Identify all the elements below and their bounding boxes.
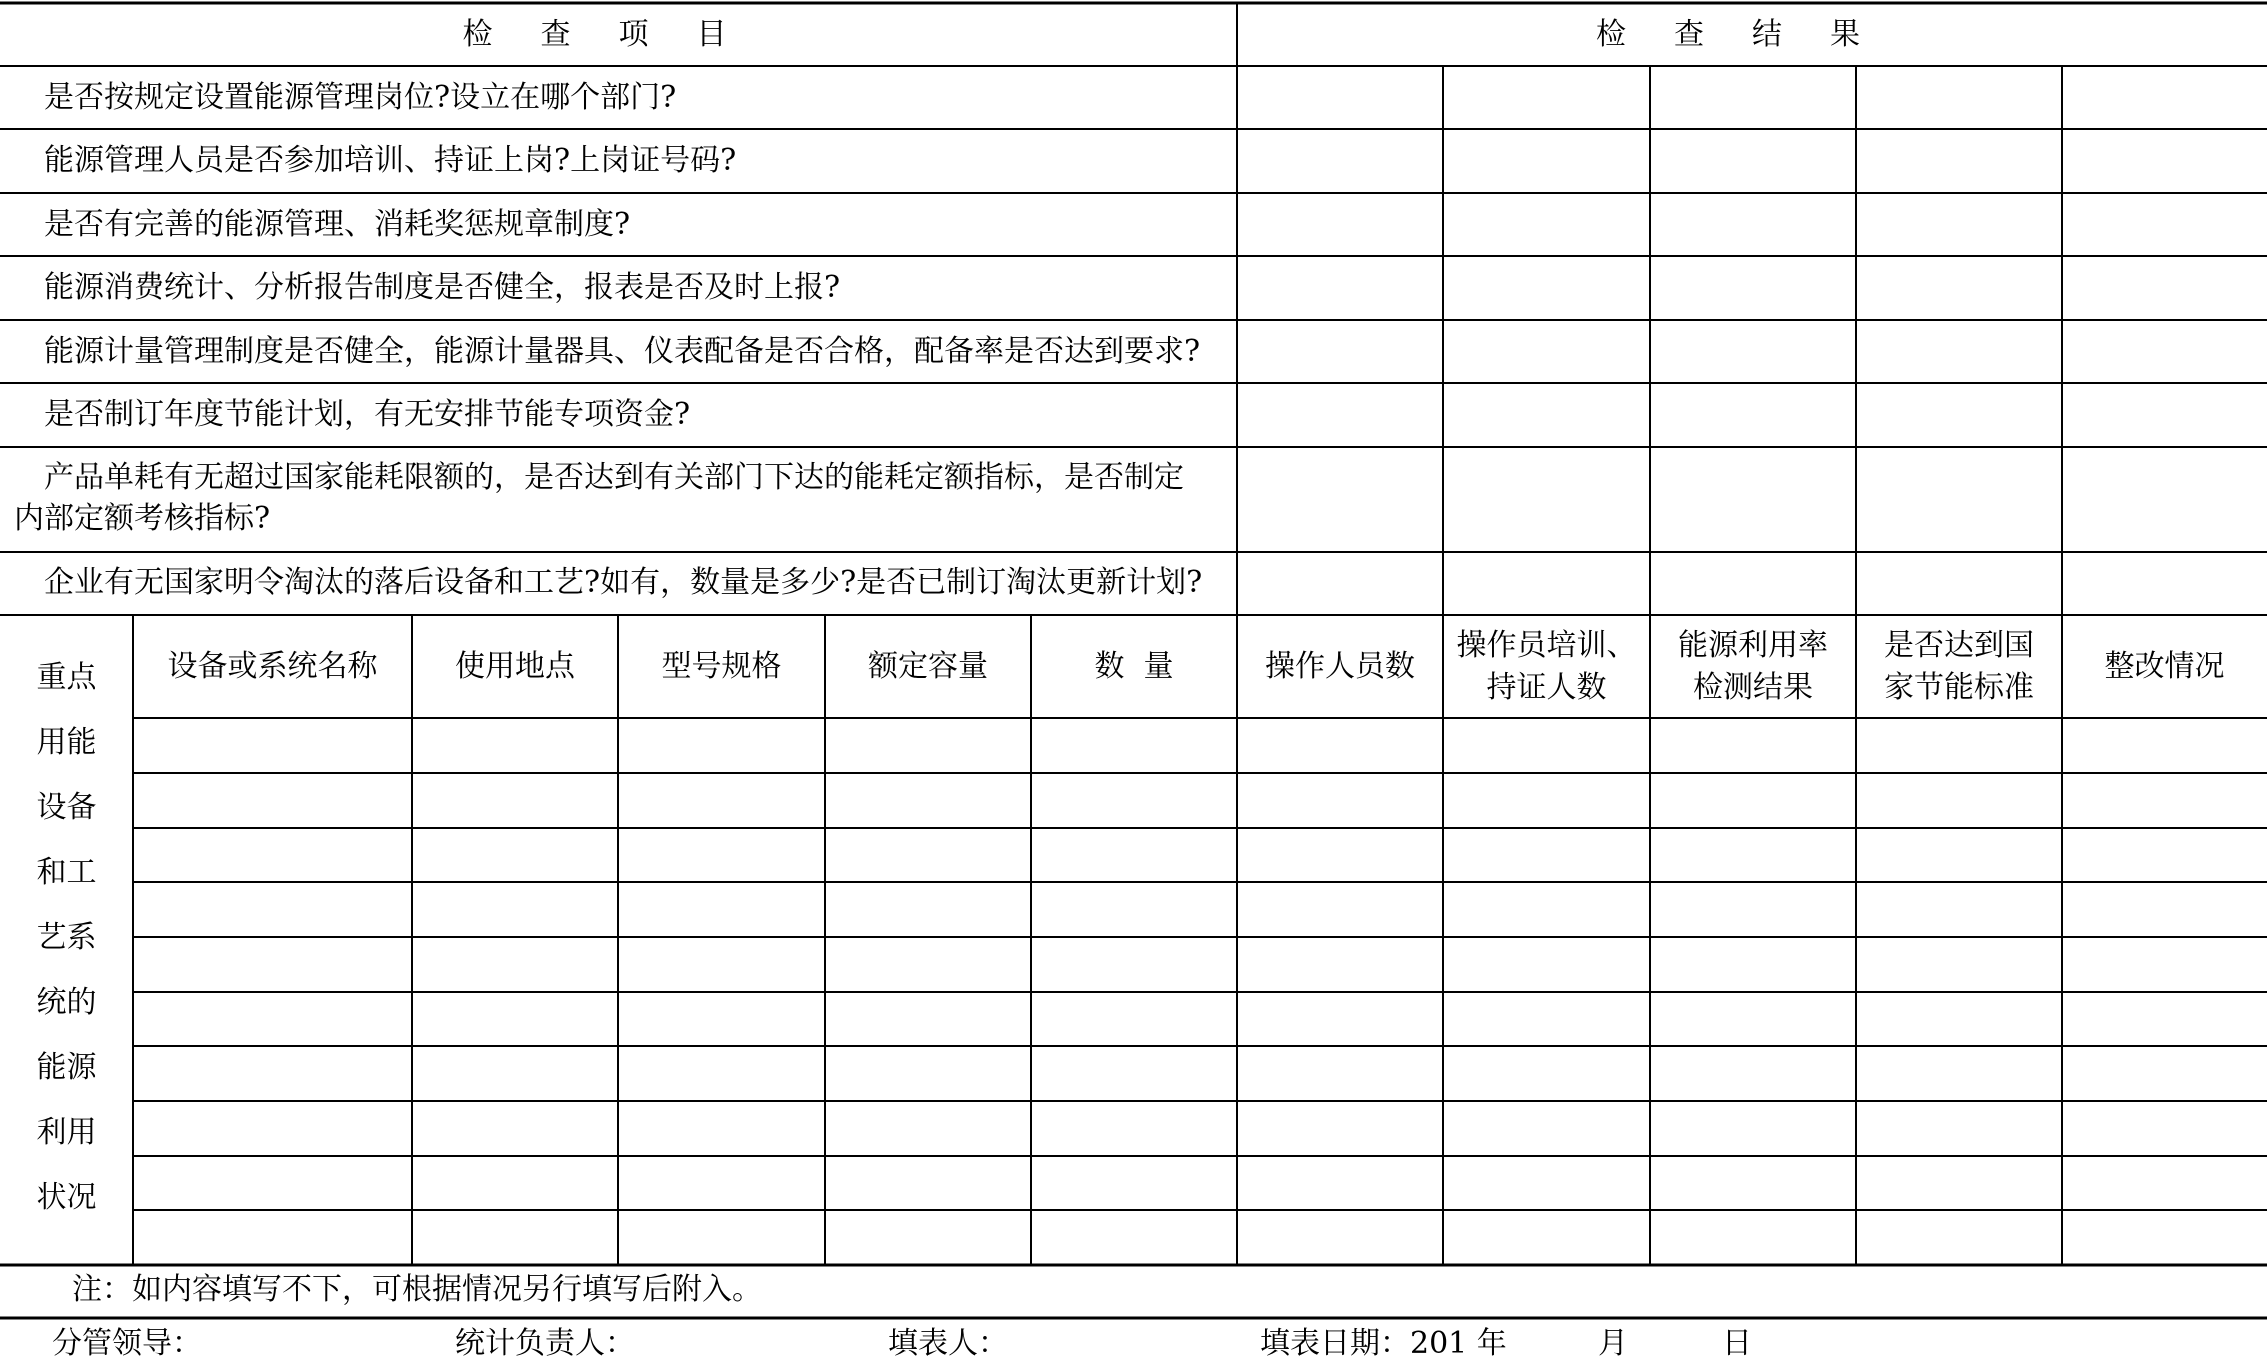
question-7-line-1: 产品单耗有无超过国家能耗限额的，是否达到有关部门下达的能耗定额指标，是否制定 [44, 460, 1184, 495]
equipment-side-label-5: 艺系 [36, 920, 97, 955]
footer-leader: 分管领导： [52, 1326, 202, 1361]
header-results-title: 检查结果 [1596, 16, 1908, 52]
equipment-side-label-4: 和工 [36, 855, 97, 890]
equipment-side-label-7: 能源 [36, 1050, 97, 1085]
form-note: 注：如内容填写不下，可根据情况另行填写后附入。 [72, 1272, 762, 1307]
header-items-title: 检查项目 [462, 16, 775, 52]
question-7-line-2: 内部定额考核指标? [14, 501, 271, 536]
question-8: 企业有无国家明令淘汰的落后设备和工艺?如有，数量是多少?是否已制订淘汰更新计划? [44, 565, 1203, 600]
equipment-side-label-6: 统的 [36, 985, 97, 1020]
question-6: 是否制订年度节能计划，有无安排节能专项资金? [44, 397, 691, 432]
col-header-location: 使用地点 [455, 648, 575, 684]
col-header-operators: 操作人员数 [1265, 648, 1415, 684]
equipment-side-label-1: 重点 [36, 660, 97, 695]
col-header-equipment-name: 设备或系统名称 [167, 648, 378, 684]
col-header-energy-efficiency: 能源利用率 检测结果 [1678, 627, 1828, 705]
question-2: 能源管理人员是否参加培训、持证上岗?上岗证号码? [44, 143, 737, 178]
col-header-rectification: 整改情况 [2104, 648, 2225, 684]
footer-stats-responsible: 统计负责人： [455, 1326, 635, 1361]
question-5: 能源计量管理制度是否健全，能源计量器具、仪表配备是否合格，配备率是否达到要求? [44, 334, 1201, 369]
footer-month: 月 [1598, 1326, 1628, 1361]
col-header-quantity: 数 量 [1094, 648, 1174, 684]
footer-filler: 填表人： [888, 1326, 1008, 1361]
col-header-trained-operators: 操作员培训、 持证人数 [1456, 627, 1637, 705]
col-header-national-standard: 是否达到国 家节能标准 [1884, 627, 2034, 705]
footer-date-label: 填表日期：201 年 [1260, 1326, 1507, 1361]
question-1: 是否按规定设置能源管理岗位?设立在哪个部门? [44, 80, 677, 115]
equipment-side-label-2: 用能 [36, 725, 97, 760]
equipment-side-label-9: 状况 [36, 1180, 97, 1215]
equipment-side-label-8: 利用 [36, 1115, 97, 1150]
footer-day: 日 [1722, 1326, 1752, 1361]
col-header-rated-capacity: 额定容量 [868, 648, 988, 684]
equipment-side-label-3: 设备 [36, 790, 97, 825]
question-3: 是否有完善的能源管理、消耗奖惩规章制度? [44, 207, 631, 242]
question-4: 能源消费统计、分析报告制度是否健全，报表是否及时上报? [44, 270, 841, 305]
col-header-model: 型号规格 [661, 648, 782, 684]
